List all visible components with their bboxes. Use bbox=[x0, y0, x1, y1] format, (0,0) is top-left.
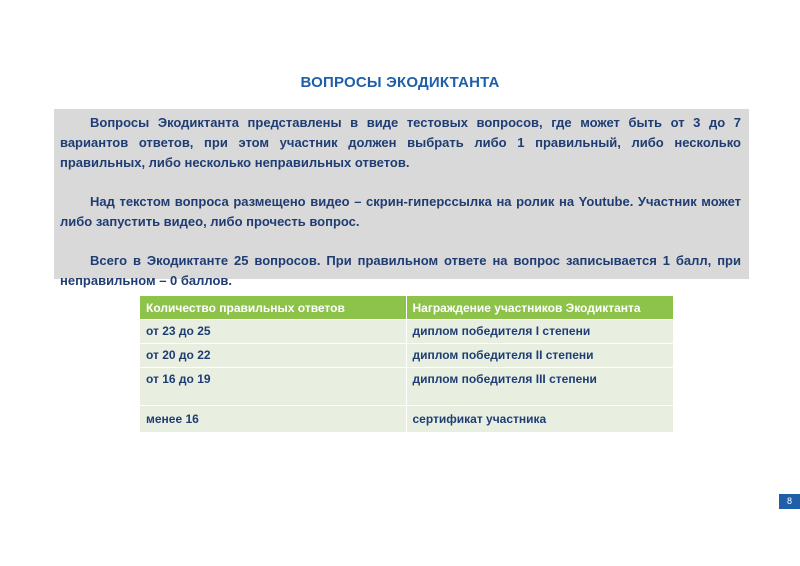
paragraph-video-link: Над текстом вопроса размещено видео – скрин-гиперссылка на ролик на Youtube. Участник может либо запустить видео, либо прочесть вопрос. bbox=[60, 194, 741, 229]
paragraph-scoring: Всего в Экодиктанте 25 вопросов. При правильном ответе на вопрос записывается 1 балл, при неправильном – 0 баллов. bbox=[60, 253, 741, 288]
cell-award: сертификат участника bbox=[406, 406, 673, 432]
table-header-row bbox=[140, 296, 673, 320]
table-row bbox=[140, 344, 673, 368]
cell-range: от 23 до 25 bbox=[140, 320, 406, 344]
page-number-badge: 8 bbox=[779, 494, 800, 509]
paragraph-questions-format: Вопросы Экодиктанта представлены в виде тестовых вопросов, где может быть от 3 до 7 вариантов ответов, при этом участник должен выбрать либо 1 правильный, либо несколько правильных, либо несколько неправильных ответов. bbox=[60, 115, 741, 170]
table-row bbox=[140, 320, 673, 344]
table-row bbox=[140, 368, 673, 406]
cell-range: от 16 до 19 bbox=[140, 368, 406, 406]
header-correct-answers: Количество правильных ответов bbox=[140, 296, 406, 320]
header-awards: Награждение участников Экодиктанта bbox=[406, 296, 673, 320]
cell-range: от 20 до 22 bbox=[140, 344, 406, 368]
cell-range: менее 16 bbox=[140, 406, 406, 432]
description-box bbox=[54, 109, 749, 288]
awards-table bbox=[140, 296, 673, 432]
cell-award: диплом победителя I степени bbox=[406, 320, 673, 344]
cell-award: диплом победителя II степени bbox=[406, 344, 673, 368]
cell-award: диплом победителя III степени bbox=[406, 368, 673, 406]
table-row bbox=[140, 406, 673, 432]
page-title: ВОПРОСЫ ЭКОДИКТАНТА bbox=[300, 74, 500, 91]
